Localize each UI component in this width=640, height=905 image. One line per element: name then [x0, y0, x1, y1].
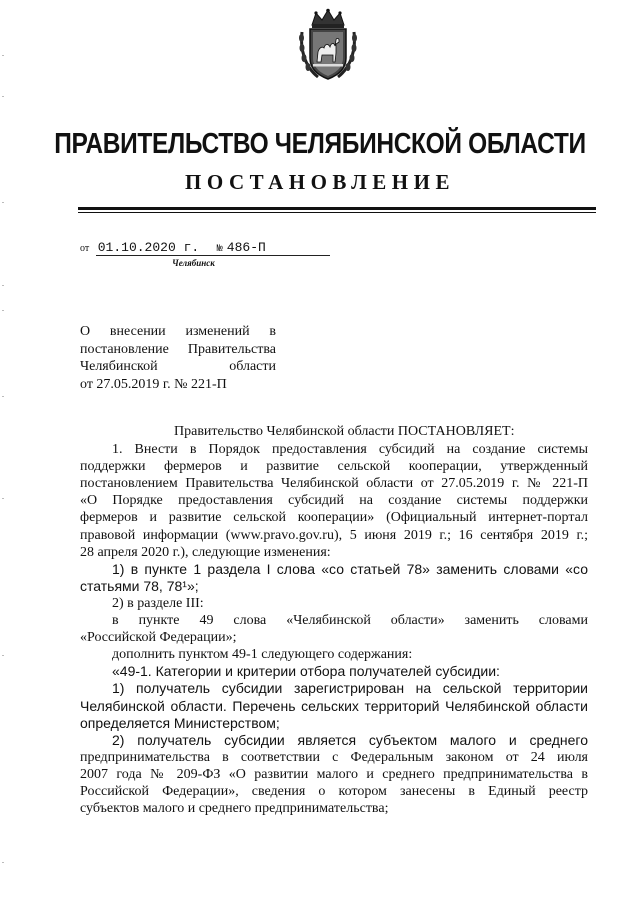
body-line: 1) в пункте 1 раздела I слова «со статьей 78» заменить словами «со [112, 560, 588, 577]
body-line: субъектов малого и среднего предпринимательства; [80, 801, 389, 817]
body-line: 1) получатель субсидии зарегистрирован на сельской территории [112, 680, 588, 697]
body-line: статьями 78, 78¹»; [80, 577, 199, 594]
header-rule-thick [78, 207, 596, 210]
body-line: фермеров и развитие сельской кооперации» (Официальный интернет-портал [80, 510, 588, 526]
body-line: Российской Федерации», сведения о котором занесены в Единый реестр [80, 783, 588, 799]
binder-margin-marks [2, 0, 6, 905]
date-prefix: от [80, 243, 90, 254]
government-title: ПРАВИТЕЛЬСТВО ЧЕЛЯБИНСКОЙ ОБЛАСТИ [54, 128, 586, 160]
body-line: «Российской Федерации»; [80, 630, 237, 646]
document-type-heading: ПОСТАНОВЛЕНИЕ [185, 170, 455, 194]
body-preamble: Правительство Челябинской области ПОСТАНОВЛЯЕТ: [174, 424, 515, 439]
body-line: 2007 года № 209-ФЗ «О развитии малого и среднего предпринимательства в [80, 766, 588, 782]
body-line: постановлением Правительства Челябинской области от 27.05.2019 г. № 221-П [80, 476, 588, 492]
body-line: «49-1. Категории и критерии отбора получателей субсидии: [112, 663, 500, 680]
body-line: 28 апреля 2020 г.), следующие изменения: [80, 544, 331, 560]
date-number-line [80, 240, 330, 256]
body-line: 2) в разделе III: [112, 595, 204, 611]
subject-line: О внесении изменений в [80, 324, 276, 339]
document-date: 01.10.2020 г. [97, 240, 200, 255]
body-line: правовой информации (www.pravo.gov.ru), 5 июня 2019 г.; 16 сентября 2019 г.; [80, 527, 588, 543]
body-line: поддержки фермеров и развитие сельской кооперации, утвержденный [80, 459, 588, 475]
document-subject [80, 323, 276, 393]
subject-line: Челябинской области [80, 359, 276, 374]
body-line: предпринимательства в соответствии с Федеральным законом от 24 июля [80, 749, 588, 765]
subject-line: от 27.05.2019 г. № 221-П [80, 376, 227, 392]
body-line: определяется Министерством; [80, 714, 280, 731]
body-line: в пункте 49 слова «Челябинской области» заменить словами [112, 613, 588, 629]
body-line: дополнить пунктом 49-1 следующего содержания: [112, 647, 413, 663]
body-line: «О Порядке предоставления субсидий на создание системы поддержки [80, 493, 588, 509]
document-body [80, 423, 588, 817]
body-line: 2) получатель субсидии является субъектом малого и среднего [112, 731, 588, 748]
body-line: 1. Внести в Порядок предоставления субсидий на создание системы [112, 442, 588, 458]
coat-of-arms-emblem [298, 8, 358, 82]
number-prefix: № [216, 244, 223, 255]
body-line: Челябинской области. Перечень сельских территорий Челябинской области [80, 697, 588, 714]
header-rule-thin [78, 212, 596, 213]
date-field [96, 240, 330, 256]
subject-line: постановление Правительства [80, 341, 276, 357]
document-number: 486-П [226, 240, 266, 255]
city-name: Челябинск [172, 258, 215, 268]
